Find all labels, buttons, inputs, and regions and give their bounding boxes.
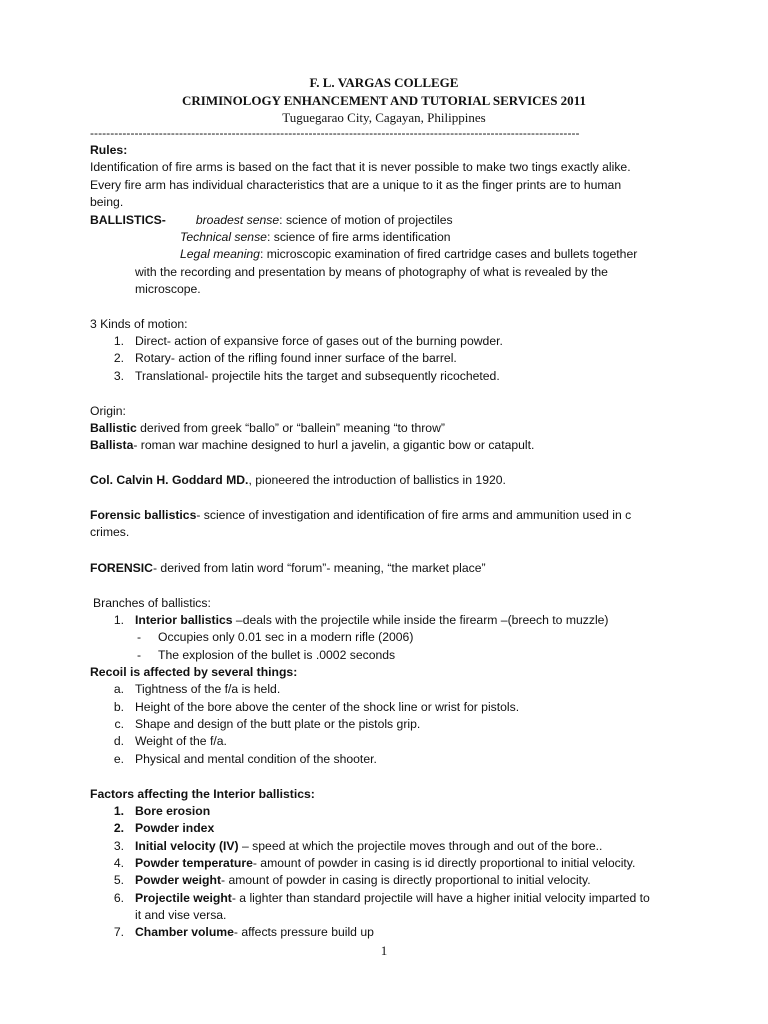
factor-text: - amount of powder in casing is id directly proportional to initial velocity. — [252, 856, 636, 870]
ballistics-legal — [180, 246, 637, 264]
rules-line-2: Every fire arm has individual characteristics that are a unique to it as the finger prints are to human — [90, 178, 622, 192]
list-item — [135, 872, 591, 890]
technical-sense-text: : science of fire arms identification — [266, 230, 451, 244]
rules-line-1: Identification of fire arms is based on the fact that it is never possible to make two tings exactly alike. — [90, 160, 631, 174]
sub-bullet: - — [137, 648, 142, 662]
factor-text: - affects pressure build up — [233, 925, 374, 939]
ballistics-broad — [90, 212, 453, 230]
factor-term: Powder temperature — [135, 856, 253, 870]
list-letter: d. — [113, 734, 124, 748]
legal-meaning-label: Legal meaning — [180, 247, 260, 261]
origin-ballistic — [90, 420, 445, 438]
list-item: Weight of the f/a. — [135, 734, 227, 748]
factor-text: – speed at which the projectile moves through and out of the bore.. — [238, 839, 603, 853]
goddard-line — [90, 472, 506, 490]
factors-heading: Factors affecting the Interior ballistics: — [90, 787, 315, 801]
ballistics-term: BALLISTICS- — [90, 213, 166, 227]
list-number: 2. — [113, 351, 124, 365]
forensic-ballistics-term: Forensic ballistics — [90, 508, 197, 522]
list-number: 3. — [113, 369, 124, 383]
list-item: Rotary- action of the rifling found inner surface of the barrel. — [135, 351, 457, 365]
factor-term: Powder weight — [135, 873, 221, 887]
list-letter: a. — [113, 682, 124, 696]
list-item — [135, 838, 602, 856]
branches-heading: Branches of ballistics: — [93, 596, 211, 610]
ballistic-term: Ballistic — [90, 421, 137, 435]
list-item: Direct- action of expansive force of gases out of the burning powder. — [135, 334, 503, 348]
list-number: 7. — [113, 925, 124, 939]
legal-meaning-cont-2: microscope. — [135, 282, 201, 296]
list-item — [135, 803, 210, 821]
list-item — [135, 890, 650, 908]
forensic-term: FORENSIC — [90, 561, 153, 575]
ballista-term: Ballista — [90, 438, 134, 452]
factor-term: Initial velocity (IV) — [135, 839, 239, 853]
sub-bullet: - — [137, 630, 142, 644]
sub-item: Occupies only 0.01 sec in a modern rifle (2006) — [158, 630, 414, 644]
list-item — [135, 855, 635, 873]
origin-heading: Origin: — [90, 404, 126, 418]
factor-text: - amount of powder in casing is directly proportional to initial velocity. — [221, 873, 591, 887]
list-item: Physical and mental condition of the shooter. — [135, 752, 377, 766]
location: Tuguegarao City, Cagayan, Philippines — [282, 110, 486, 125]
list-item — [135, 924, 374, 942]
broad-sense-text: : science of motion of projectiles — [279, 213, 453, 227]
origin-ballista — [90, 437, 534, 455]
forensic-ballistics-cont: crimes. — [90, 525, 130, 539]
forensic-text: - derived from latin word “forum”- meaning, “the market place” — [152, 561, 486, 575]
list-number: 4. — [113, 856, 124, 870]
rules-line-3: being. — [90, 195, 124, 209]
motion-heading: 3 Kinds of motion: — [90, 317, 188, 331]
program-title: CRIMINOLOGY ENHANCEMENT AND TUTORIAL SERVICES 2011 — [182, 93, 586, 108]
broad-sense-label: broadest sense — [195, 213, 280, 227]
page-number: 1 — [380, 943, 388, 958]
technical-sense-label: Technical sense — [180, 230, 267, 244]
interior-ballistics-term: Interior ballistics — [135, 613, 233, 627]
forensic-ballistics-line — [90, 507, 631, 525]
interior-ballistics-line — [135, 612, 609, 630]
legal-meaning-text: : microscopic examination of fired cartridge cases and bullets together — [259, 247, 638, 261]
goddard-text: , pioneered the introduction of ballistics in 1920. — [248, 473, 506, 487]
college-name: F. L. VARGAS COLLEGE — [309, 75, 459, 90]
factor-term: Bore erosion — [135, 804, 211, 818]
factor-text: - a lighter than standard projectile will have a higher initial velocity imparted to — [231, 891, 650, 905]
list-number: 5. — [113, 873, 124, 887]
sub-item: The explosion of the bullet is .0002 seconds — [158, 648, 396, 662]
interior-ballistics-text: –deals with the projectile while inside the firearm –(breech to muzzle) — [232, 613, 609, 627]
goddard-term: Col. Calvin H. Goddard MD. — [90, 473, 249, 487]
factor-term: Projectile weight — [135, 891, 232, 905]
ballistic-text: derived from greek “ballo” or “ballein” meaning “to throw” — [136, 421, 445, 435]
list-letter: e. — [113, 752, 124, 766]
list-number: 1. — [113, 804, 124, 818]
forensic-line — [90, 560, 486, 578]
list-item: Shape and design of the butt plate or the pistols grip. — [135, 717, 421, 731]
list-item: Tightness of the f/a is held. — [135, 682, 281, 696]
legal-meaning-cont-1: with the recording and presentation by means of photography of what is revealed by the — [135, 265, 608, 279]
list-number: 3. — [113, 839, 124, 853]
list-letter: b. — [113, 700, 124, 714]
list-item: Height of the bore above the center of the shock line or wrist for pistols. — [135, 700, 520, 714]
ballistics-technical — [180, 229, 451, 247]
list-number: 6. — [113, 891, 124, 905]
rules-heading: Rules: — [90, 143, 128, 157]
list-number: 2. — [113, 821, 124, 835]
list-item: Translational- projectile hits the target and subsequently ricocheted. — [135, 369, 500, 383]
factor-6-cont: it and vise versa. — [135, 908, 227, 922]
header-divider: ------------------------------------------------------------------------------------------------------------------------- — [90, 126, 580, 140]
factor-term: Powder index — [135, 821, 215, 835]
recoil-heading: Recoil is affected by several things: — [90, 665, 298, 679]
forensic-ballistics-text: - science of investigation and identification of fire arms and ammunition used in c — [196, 508, 632, 522]
list-letter: c. — [114, 717, 124, 731]
list-item — [135, 820, 214, 838]
list-number: 1. — [113, 613, 124, 627]
ballista-text: - roman war machine designed to hurl a javelin, a gigantic bow or catapult. — [133, 438, 535, 452]
list-number: 1. — [113, 334, 124, 348]
factor-term: Chamber volume — [135, 925, 234, 939]
